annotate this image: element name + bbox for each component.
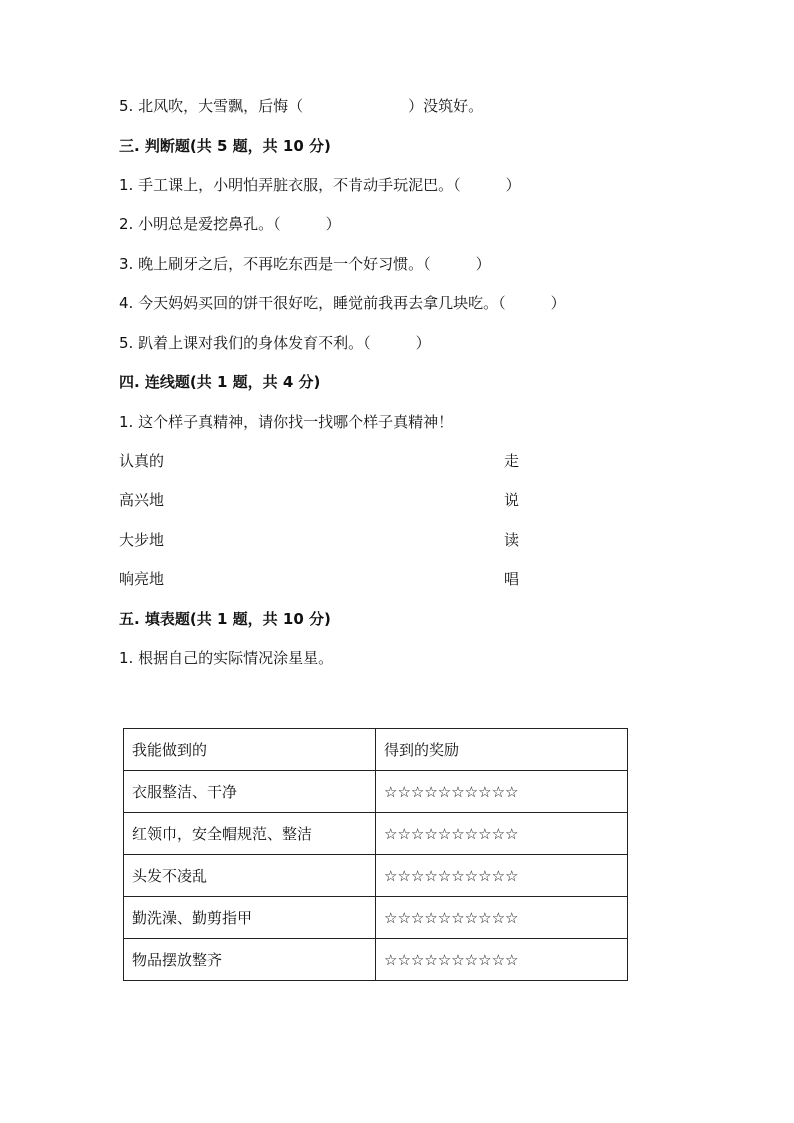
judge-question-4: 4. 今天妈妈买回的饼干很好吃，睡觉前我再去拿几块吃。（ ） [119,294,566,312]
section-5-title: 五. 填表题(共 1 题，共 10 分) [119,610,331,628]
table-row [124,897,628,939]
star-rating-cell[interactable]: ☆☆☆☆☆☆☆☆☆☆ [376,939,628,981]
matching-left-item: 响亮地 [119,570,165,588]
behavior-cell: 红领巾，安全帽规范、整洁 [124,813,376,855]
matching-left-item: 高兴地 [119,491,165,509]
matching-left-item: 认真的 [119,452,165,470]
table-header-cell: 我能做到的 [124,729,376,771]
fill-blank-question-5: 5. 北风吹，大雪飘，后悔（ ）没筑好。 [119,97,484,115]
matching-left-item: 大步地 [119,531,165,549]
section-4-title: 四. 连线题(共 1 题，共 4 分) [119,373,321,391]
star-rating-cell[interactable]: ☆☆☆☆☆☆☆☆☆☆ [376,813,628,855]
behavior-cell: 头发不凌乱 [124,855,376,897]
star-rating-cell[interactable]: ☆☆☆☆☆☆☆☆☆☆ [376,771,628,813]
matching-question: 1. 这个样子真精神，请你找一找哪个样子真精神！ [119,413,454,431]
table-row [124,771,628,813]
matching-right-item: 唱 [504,570,520,588]
table-row [124,855,628,897]
table-header-cell: 得到的奖励 [376,729,628,771]
matching-right-item: 走 [504,452,520,470]
judge-question-3: 3. 晚上刷牙之后，不再吃东西是一个好习惯。（ ） [119,255,491,273]
star-rating-cell[interactable]: ☆☆☆☆☆☆☆☆☆☆ [376,897,628,939]
judge-question-5: 5. 趴着上课对我们的身体发育不利。（ ） [119,334,431,352]
star-rating-cell[interactable]: ☆☆☆☆☆☆☆☆☆☆ [376,855,628,897]
behavior-cell: 衣服整洁、干净 [124,771,376,813]
judge-question-2: 2. 小明总是爱挖鼻孔。（ ） [119,215,341,233]
matching-right-item: 说 [504,491,520,509]
behavior-cell: 物品摆放整齐 [124,939,376,981]
matching-right-item: 读 [504,531,520,549]
table-header-row [124,729,628,771]
reward-table [123,728,628,981]
table-row [124,813,628,855]
section-3-title: 三. 判断题(共 5 题，共 10 分) [119,137,331,155]
table-question: 1. 根据自己的实际情况涂星星。 [119,649,334,667]
judge-question-1: 1. 手工课上，小明怕弄脏衣服，不肯动手玩泥巴。（ ） [119,176,521,194]
table-row [124,939,628,981]
behavior-cell: 勤洗澡、勤剪指甲 [124,897,376,939]
